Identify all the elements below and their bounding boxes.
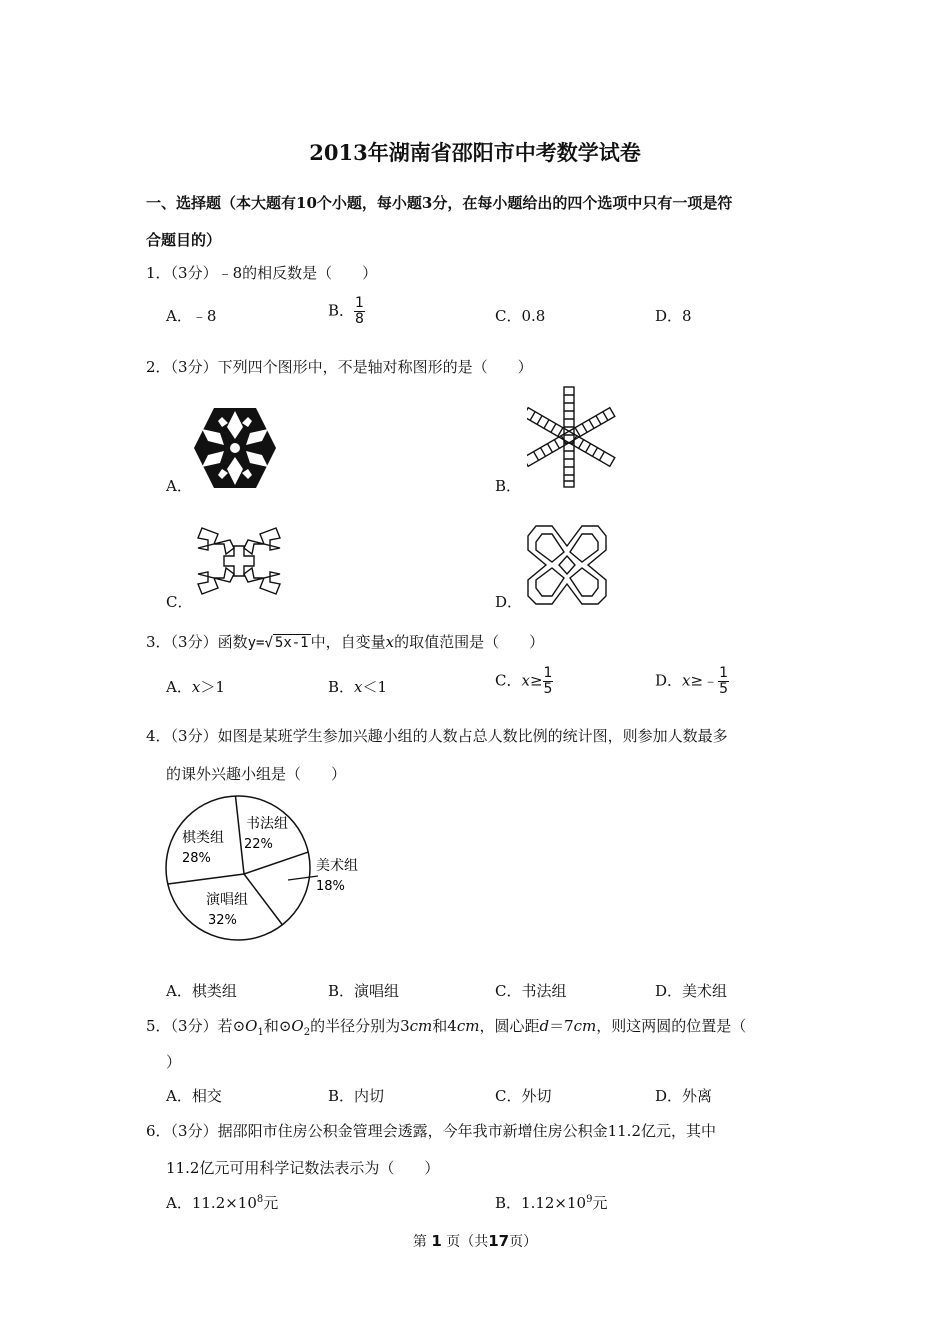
q2-option-b: B．	[495, 477, 522, 495]
q4-stem-line1: 4．（3分）如图是某班学生参加兴趣小组的人数占总人数比例的统计图，则参加人数最多	[146, 727, 728, 745]
q6-option-b	[495, 1192, 607, 1213]
page-title: 2013年湖南省邵阳市中考数学试卷	[309, 140, 641, 165]
pie-callout-line	[288, 876, 318, 880]
q6-b-base: B．1.12×10	[495, 1194, 587, 1212]
section-heading-line1: 一、选择题（本大题有10个小题，每小题3分，在每小题给出的四个选项中只有一项是符	[146, 194, 733, 212]
q6-a-unit: 元	[263, 1194, 279, 1212]
q1-stem: 1．（3分）﹣8的相反数是（ ）	[146, 264, 378, 282]
q5-o1: O	[245, 1017, 258, 1035]
pie-boundary-art-singing	[244, 874, 282, 925]
q6-a-exp: 8	[256, 1194, 264, 1205]
q3-a-var: x	[191, 678, 201, 696]
pie-boundary-calligraphy-art	[244, 852, 308, 874]
pie-boundary-chess-calligraphy	[235, 796, 244, 874]
q1-option-b-label: B．	[328, 301, 355, 320]
q5-prefix: 5．（3分）若⊙	[146, 1017, 246, 1035]
q3-b-var: x	[354, 678, 363, 696]
q1-option-c: C．0.8	[495, 307, 546, 325]
q4-option-a: A．棋类组	[166, 982, 237, 1000]
q3-c-numerator: 1	[543, 665, 553, 681]
pie-label-art: 美术组	[316, 858, 358, 874]
q5-sub2: 2	[303, 1027, 311, 1038]
footer-page-number: 1	[431, 1232, 442, 1250]
q5-option-a: A．相交	[166, 1087, 222, 1105]
q3-option-a	[166, 676, 225, 697]
q3-b-label: B．	[328, 678, 355, 696]
q4-option-d: D．美术组	[655, 982, 728, 1000]
q5-stem-line1	[146, 1015, 746, 1038]
q5-option-b: B．内切	[328, 1087, 385, 1105]
q3-c-denominator: 5	[543, 681, 553, 697]
q3-d-relation: ≥﹣	[690, 671, 719, 690]
q1-b-numerator: 1	[355, 295, 364, 311]
q5-stem-line2: ）	[166, 1053, 182, 1071]
q5-option-d: D．外离	[655, 1087, 713, 1105]
q5-o2: O	[291, 1017, 304, 1035]
q2-figure-b-ladder-star	[527, 385, 623, 491]
q3-c-fraction	[543, 666, 554, 697]
q3-a-relation: ＞1	[200, 678, 225, 696]
q3-d-denominator: 5	[719, 681, 728, 697]
q5-cm2: cm	[456, 1017, 480, 1035]
q3-stem	[146, 631, 544, 652]
q6-option-a	[166, 1192, 278, 1213]
pie-boundary-singing-chess	[168, 874, 244, 884]
q4-option-c: C．书法组	[495, 982, 567, 1000]
q6-stem-line2: 11.2亿元可用科学记数法表示为（ ）	[166, 1159, 440, 1177]
q3-d-fraction	[718, 666, 729, 697]
pie-label-chess: 棋类组	[182, 830, 224, 846]
q2-stem: 2．（3分）下列四个图形中，不是轴对称图形的是（ ）	[146, 358, 533, 376]
footer-total-pages: 17	[488, 1232, 510, 1250]
pie-value-calligraphy: 22%	[244, 837, 273, 852]
pie-label-singing: 演唱组	[206, 892, 248, 908]
q3-stem-prefix: 3．（3分）函数	[146, 633, 248, 651]
pie-value-art: 18%	[316, 879, 345, 894]
q1-option-a: A．﹣8	[166, 307, 217, 325]
q1-option-d: D．8	[655, 307, 692, 325]
q5-mid1: 的半径分别为3	[310, 1017, 410, 1035]
q3-stem-mid: 中，自变量	[310, 633, 386, 651]
q3-option-c	[495, 666, 553, 697]
q3-option-b	[328, 676, 387, 697]
q3-variable: x	[385, 633, 395, 651]
q5-tail: ，则这两圆的位置是（	[596, 1017, 747, 1035]
q2-figure-c-arrows-cross	[194, 518, 284, 604]
q2-figure-a-snowflake	[192, 405, 278, 491]
pie-value-singing: 32%	[208, 913, 237, 928]
q3-function-y: y=	[247, 635, 265, 651]
pie-value-chess: 28%	[182, 851, 211, 866]
q5-cm3: cm	[573, 1017, 597, 1035]
q2-option-a: A．	[166, 477, 192, 495]
q3-stem-suffix: 的取值范围是（ ）	[394, 633, 545, 651]
q3-function-radicand: 5x-1	[274, 635, 309, 651]
q3-a-label: A．	[166, 678, 192, 696]
q3-d-var: x	[682, 671, 691, 690]
q6-b-exp: 9	[586, 1194, 593, 1205]
q3-b-relation: ＜1	[362, 678, 388, 696]
q5-cm1: cm	[409, 1017, 433, 1035]
pie-label-calligraphy: 书法组	[246, 816, 288, 832]
q5-mid2: 和4	[432, 1017, 457, 1035]
q2-option-c: C．	[166, 593, 193, 611]
q6-a-base: A．11.2×10	[166, 1194, 257, 1212]
q6-stem-line1: 6．（3分）据邵阳市住房公积金管理会透露，今年我市新增住房公积金11.2亿元，其中	[146, 1122, 716, 1140]
q5-mid3: ，圆心距	[479, 1017, 540, 1035]
q3-c-label: C．	[495, 671, 522, 690]
q5-sub1: 1	[257, 1027, 264, 1038]
q2-figure-d-x-pattern	[522, 522, 612, 608]
footer-suffix: 页）	[509, 1234, 538, 1250]
q3-c-var: x	[521, 671, 530, 690]
q4-option-b: B．演唱组	[328, 982, 400, 1000]
q1-option-b-fraction	[354, 296, 365, 327]
q3-d-label: D．	[655, 671, 683, 690]
q1-option-b	[328, 296, 365, 327]
q4-pie-chart	[160, 788, 380, 948]
section-heading-line2: 合题目的）	[146, 231, 222, 249]
q5-d: d	[539, 1017, 550, 1035]
q3-d-numerator: 1	[719, 665, 728, 681]
footer-prefix: 第	[412, 1234, 427, 1250]
q5-option-c: C．外切	[495, 1087, 552, 1105]
q3-c-relation: ≥	[529, 671, 543, 690]
q5-and: 和⊙	[263, 1017, 292, 1035]
q4-stem-line2: 的课外兴趣小组是（ ）	[166, 765, 347, 783]
footer-mid: 页（共	[446, 1234, 489, 1250]
q6-b-unit: 元	[592, 1194, 608, 1212]
q3-option-d	[655, 666, 729, 697]
q5-mid4: ＝7	[549, 1017, 574, 1035]
page-footer	[0, 1231, 950, 1251]
q2-option-d: D．	[495, 593, 523, 611]
q1-b-denominator: 8	[355, 311, 364, 327]
q3-sqrt-symbol: √	[264, 635, 273, 651]
